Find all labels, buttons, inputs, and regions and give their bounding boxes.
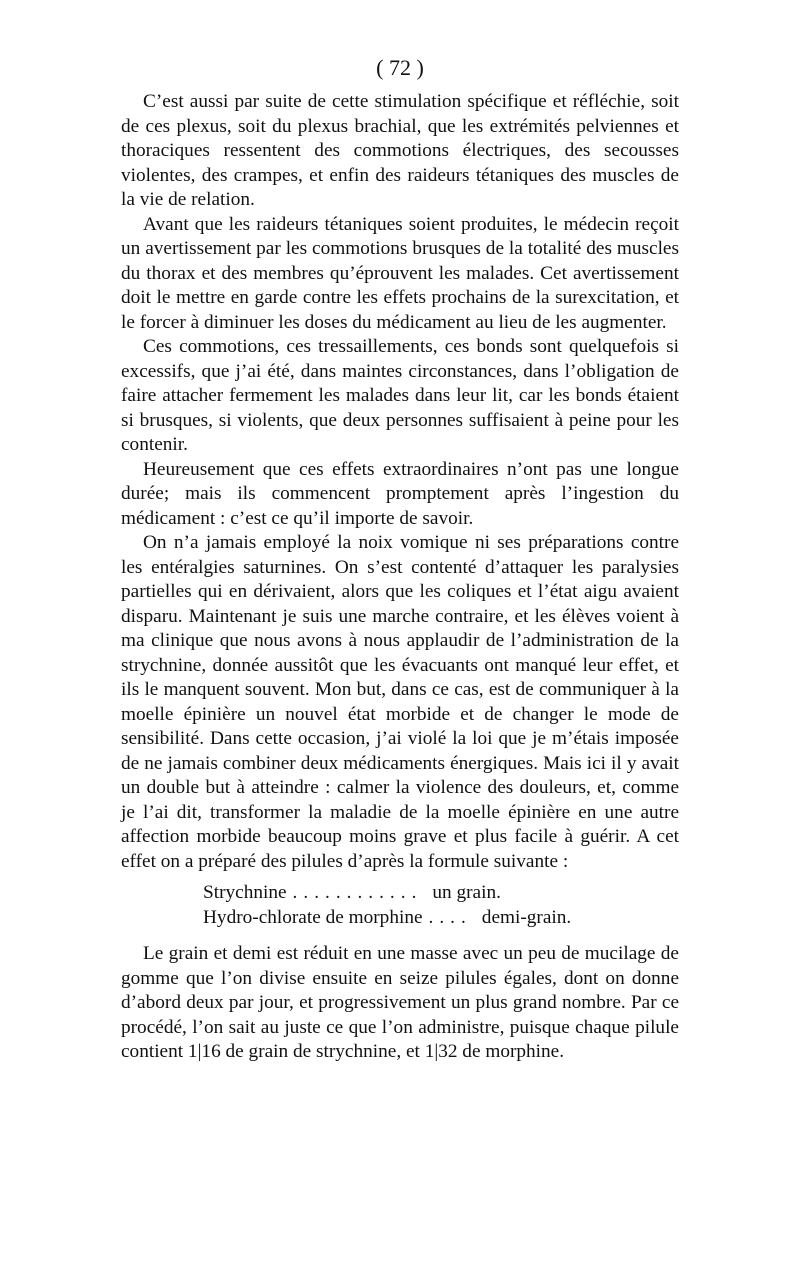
- paragraph-3: Ces commotions, ces tressaillements, ces bonds sont quelquefois si excessifs, que j’ai été, dans maintes circonstances, dans l’obligation de faire attacher fermement les malades dans leur lit, car les bonds étaient si brusques, si violents, que deux personnes suffisaient à peine pour les contenir.: [121, 336, 679, 455]
- closing-paragraph: Le grain et demi est réduit en une masse avec un peu de mucilage de gomme que l’on divise ensuite en seize pilules égales, dont on donne d’abord deux par jour, et progressivement un plus grand nombre. Par ce procédé, l’on sait au juste ce que l’on administre, puisque chaque pilule contient 1|16 de grain de strychnine, et 1|32 de morphine.: [121, 943, 679, 1062]
- formula-leader-dots: ............: [292, 882, 423, 903]
- formula-leader-dots: ....: [428, 907, 472, 928]
- page-number: ( 72 ): [376, 55, 424, 80]
- paragraph-2: Avant que les raideurs tétaniques soient produites, le médecin reçoit un avertissement par les commotions brusques de la totalité des muscles du thorax et des membres qu’éprouvent les malades. Cet avertissement doit le mettre en garde contre les effets prochains de la surexcitation, et le forcer à diminuer les doses du médicament au lieu de les augmenter.: [121, 213, 679, 333]
- formula-row-morphine: [203, 905, 679, 930]
- formula-row-strychnine: [203, 880, 679, 905]
- book-page: [121, 54, 679, 1065]
- paragraph-4: Heureusement que ces effets extraordinaires n’ont pas une longue durée; mais ils commencent promptement après l’ingestion du médicament : c’est ce qu’il importe de savoir.: [121, 458, 679, 529]
- paragraph-5: On n’a jamais employé la noix vomique ni ses préparations contre les entéralgies saturnines. On s’est contenté d’attaquer les paralysies partielles qui en dérivaient, alors que les coliques et l’état aigu avaient disparu. Maintenant je suis une marche contraire, et les élèves voient à ma clinique que nous avons à nous applaudir de l’administration de la strychnine, donnée aussitôt que les évacuants ont manqué leur effet, et ils le manquent souvent. Mon but, dans ce cas, est de communiquer à la moelle épinière un nouvel état morbide et de changer le mode de sensibilité. Dans cette occasion, j’ai violé la loi que je m’étais imposée de ne jamais combiner deux médicaments énergiques. Mais ici il y avait un double but à atteindre : calmer la violence des douleurs, et, comme je l’ai dit, transformer la maladie de la moelle épinière en une autre affection morbide beaucoup moins grave et plus facile à guérir. A cet effet on a préparé des pilules d’après la formule suivante :: [121, 532, 679, 872]
- formula-drug: Strychnine: [203, 882, 287, 903]
- formula-dose: un grain.: [432, 882, 501, 903]
- pill-formula: [203, 880, 679, 930]
- formula-drug: Hydro-chlorate de morphine: [203, 907, 423, 928]
- paragraph-1: C’est aussi par suite de cette stimulation spécifique et réfléchie, soit de ces plexus, soit du plexus brachial, que les extrémités pelviennes et thoraciques ressentent des commotions électriques, des secousses violentes, des crampes, et enfin des raideurs tétaniques des muscles de la vie de relation.: [121, 91, 679, 210]
- formula-dose: demi-grain.: [481, 907, 572, 928]
